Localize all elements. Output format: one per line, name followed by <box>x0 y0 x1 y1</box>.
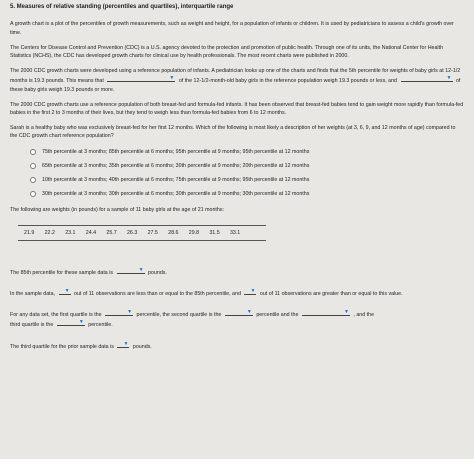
first-quartile-dropdown[interactable] <box>105 309 133 316</box>
count-above-dropdown[interactable] <box>244 288 256 295</box>
weight-value: 23.1 <box>65 229 76 236</box>
option-label: 10th percentile at 3 months; 40th percentile at 6 months; 75th percentile at 9 months; 95th percentile at 12 months <box>42 176 310 183</box>
percent-below-dropdown[interactable] <box>107 75 175 82</box>
chevron-down-icon: ▼ <box>246 309 252 316</box>
q85-text-a: The 85th percentile for these sample data is <box>10 269 114 276</box>
percent-above-dropdown[interactable] <box>401 75 453 82</box>
quartile-text-e: third quartile is the <box>10 322 54 329</box>
quartile-text-d: , and the <box>353 312 375 319</box>
answer-options <box>30 148 464 199</box>
weight-value: 31.5 <box>209 229 220 236</box>
percentile-paragraph <box>10 67 464 94</box>
chevron-down-icon: ▼ <box>127 309 133 316</box>
answer-option[interactable] <box>30 190 464 198</box>
weight-value: 26.3 <box>126 229 138 236</box>
sample-line <box>10 288 464 298</box>
sample-text-c: out of 11 observations are greater than or equal to this value. <box>259 290 403 297</box>
weight-value: 29.8 <box>188 229 200 236</box>
third-text-b: pounds. <box>132 343 152 350</box>
radio-button[interactable] <box>30 163 36 169</box>
option-label: 30th percentile at 3 months; 30th percentile at 6 months; 30th percentile at 9 months; 30th percentile at 12 months <box>42 191 310 198</box>
question-title: 5. Measures of relative standing (percentiles and quartiles), interquartile range <box>10 4 234 10</box>
radio-button[interactable] <box>30 177 36 183</box>
sample-text-b: out of 11 observations are less than or equal to the 85th percentile, and <box>74 290 241 297</box>
radio-button[interactable] <box>30 191 36 197</box>
sarah-question: Sarah is a healthy baby who was exclusively breast-fed for her first 12 months. Which of the following is most likely a description of her weights (at 3, 6, 9, and 12 months of age) compared to the CDC growth chart reference population? <box>10 125 456 140</box>
q85-line <box>10 267 464 277</box>
chevron-down-icon: ▼ <box>64 287 70 294</box>
answer-option[interactable] <box>30 176 464 184</box>
answer-option[interactable] <box>30 148 464 156</box>
chevron-down-icon: ▼ <box>138 266 144 273</box>
quartile-line <box>10 309 464 329</box>
third-text-a: The third quartile for the prior sample data is <box>10 343 114 350</box>
intro-paragraph: A growth chart is a plot of the percentiles of growth measurements, such as weight and height, for a population of infants or children. It is used by pediatricians to assess a child's growth over time. <box>10 21 454 36</box>
quartile-text-c: percentile and the <box>256 312 299 319</box>
breastfed-paragraph: The 2000 CDC growth charts use a reference population of both breast-fed and formula-fed infants. It has been observed that breast-fed babies tend to gain weight more rapidly than formula-fed babies in the first 2 to 3 months of their lives, but they tend to weigh less than formula-fed babies from 6 to 12 months. <box>10 101 464 116</box>
chevron-down-icon: ▼ <box>78 319 84 326</box>
chevron-down-icon: ▼ <box>343 309 349 316</box>
weight-value: 24.4 <box>85 229 97 236</box>
weight-value: 27.5 <box>147 229 158 236</box>
weight-value: 33.1 <box>229 229 241 236</box>
weights-intro: The following are weights (in pounds) for a sample of 11 baby girls at the age of 21 months: <box>10 207 224 214</box>
percentile-text-c: of these baby girls weigh 19.3 pounds or more. <box>10 78 461 93</box>
weight-value: 22.2 <box>44 229 55 236</box>
chevron-down-icon: ▼ <box>446 75 452 82</box>
chevron-down-icon: ▼ <box>250 287 256 294</box>
quartile-text-f: percentile. <box>88 322 113 329</box>
chevron-down-icon: ▼ <box>169 75 175 82</box>
chevron-down-icon: ▼ <box>123 340 129 347</box>
option-label: 65th percentile at 3 months; 35th percentile at 6 months; 30th percentile at 9 months; 20th percentile at 12 months <box>42 162 310 169</box>
weight-value: 25.7 <box>106 229 117 236</box>
count-below-dropdown[interactable] <box>59 288 71 295</box>
radio-button[interactable] <box>30 149 36 155</box>
q85-text-b: pounds. <box>148 269 167 276</box>
weight-value: 28.6 <box>168 229 179 236</box>
weights-data-row <box>18 225 266 241</box>
third-quartile-dropdown[interactable] <box>57 319 85 326</box>
percentile-text-b: of the 12-1/2-month-old baby girls in the reference population weigh 19.3 pounds or less, and <box>178 78 398 85</box>
second-quartile-dropdown[interactable] <box>225 309 253 316</box>
third-quartile-value-dropdown[interactable] <box>117 341 129 348</box>
third-quartile-line <box>10 341 464 351</box>
weight-value: 21.9 <box>24 229 35 236</box>
answer-option[interactable] <box>30 162 464 170</box>
option-label: 75th percentile at 3 months; 85th percentile at 6 months; 95th percentile at 9 months; 95th percentile at 12 months <box>42 148 310 155</box>
quartile-text-a: For any data set, the first quartile is the <box>10 312 102 319</box>
cdc-paragraph: The Centers for Disease Control and Prevention (CDC) is a U.S. agency devoted to the protection and promotion of public health. Through one of its units, the National Center for Health Statistics (NCHS), the CDC has developed growth charts for clinical use by health professionals. The most recent charts were published in 2000. <box>10 44 444 59</box>
median-dropdown[interactable] <box>302 309 350 316</box>
percentile-text-a: The 2000 CDC growth charts were developed using a reference population of infants. A pediatrician looks up one of the charts and finds that the 5th percentile for weights of baby girls at 12-1/2 months is 19.3 pounds. This means that <box>10 68 461 85</box>
quartile-text-b: percentile, the second quartile is the <box>136 312 222 319</box>
p85-dropdown[interactable] <box>117 267 145 274</box>
sample-text-a: In the sample data, <box>10 290 56 297</box>
